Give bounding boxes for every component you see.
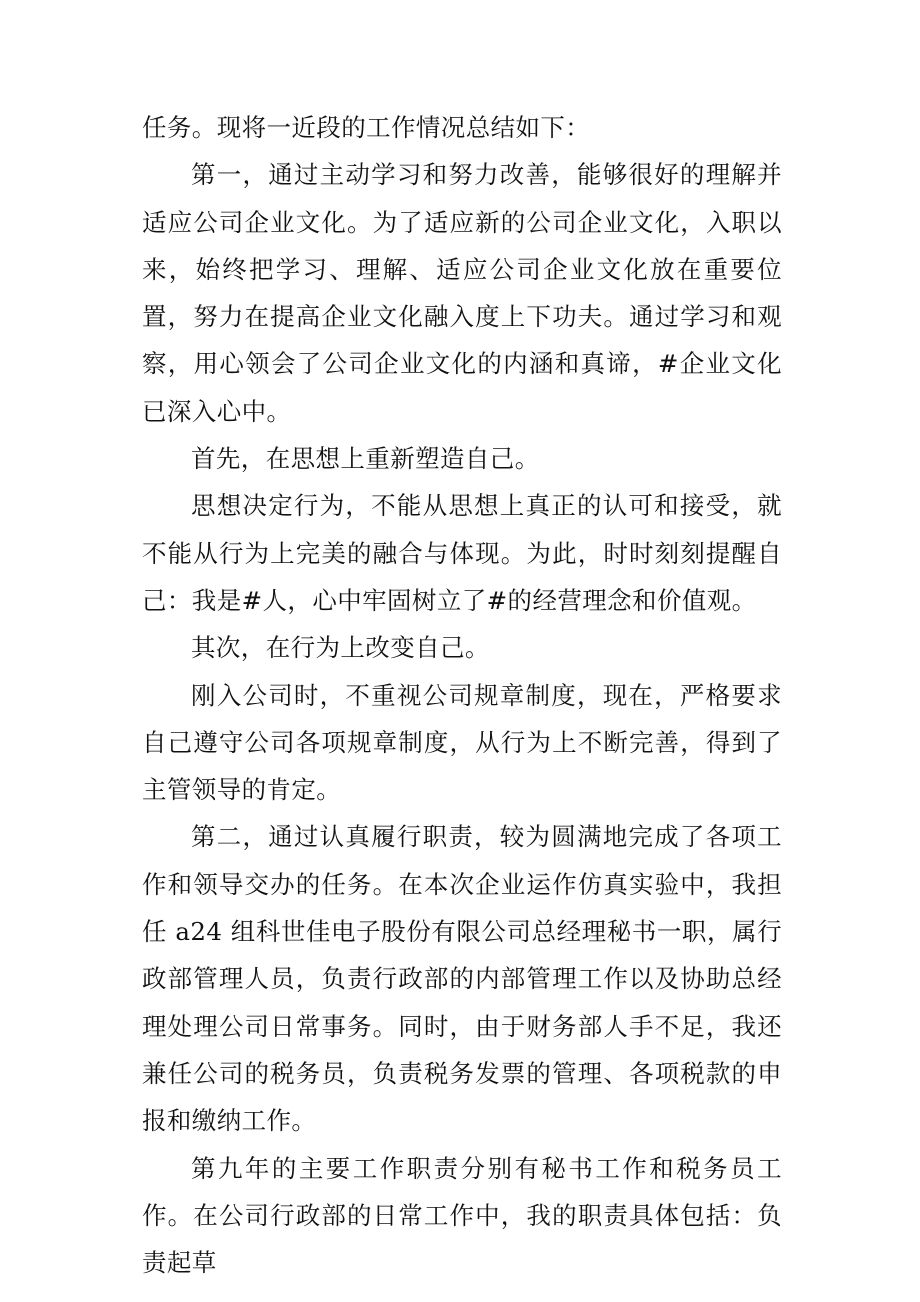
paragraph-thought-behavior: 思想决定行为，不能从思想上真正的认可和接受，就不能从行为上完美的融合与体现。为此，时时刻刻提醒自己：我是#人，心中牢固树立了#的经营理念和价值观。 [142,491,782,615]
paragraph-secondly: 其次，在行为上改变自己。 [191,633,490,663]
paragraph-firstly: 首先，在思想上重新塑造自己。 [191,444,540,474]
paragraph-rules: 刚入公司时，不重视公司规章制度，现在，严格要求自己遵守公司各项规章制度，从行为上不断完善，得到了主管领导的肯定。 [142,680,782,805]
paragraph-continuation: 任务。现将一近段的工作情况总结如下： [142,113,591,142]
paragraph-duties: 第九年的主要工作职责分别有秘书工作和税务员工作。在公司行政部的日常工作中，我的职责具体包括：负责起草 [142,1153,782,1278]
document-body [142,104,782,1286]
paragraph-second-point: 第二，通过认真履行职责，较为圆满地完成了各项工作和领导交办的任务。在本次企业运作仿真实验中，我担任 a24 组科世佳电子股份有限公司总经理秘书一职，属行政部管理人员，负责行政部的内部管理工作以及协助总经理处理公司日常事务。同时，由于财务部人手不足，我还兼任公司的税务员，负责税务发票的管理、各项税款的申报和缴纳工作。 [142,822,782,1136]
paragraph-first-point: 第一，通过主动学习和努力改善，能够很好的理解并适应公司企业文化。为了适应新的公司企业文化，入职以来，始终把学习、理解、适应公司企业文化放在重要位置，努力在提高企业文化融入度上下功夫。通过学习和观察，用心领会了公司企业文化的内涵和真谛，#企业文化已深入心中。 [142,160,782,426]
